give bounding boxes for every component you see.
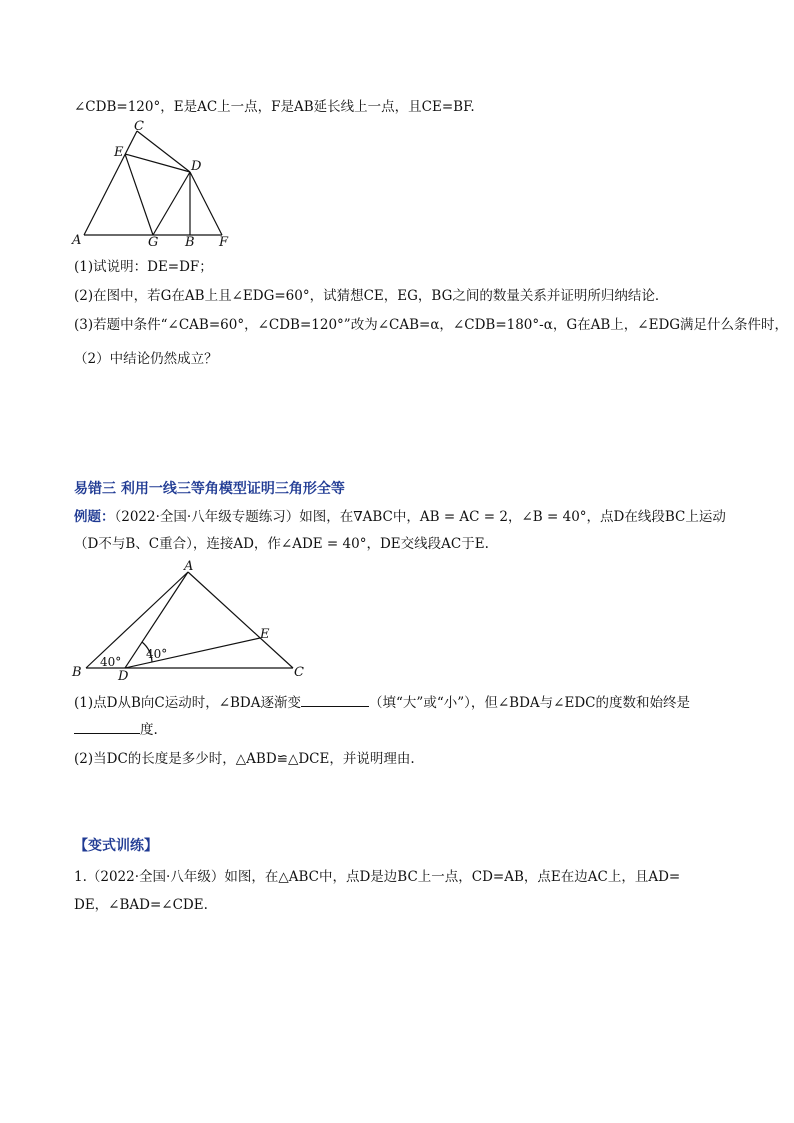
label-c: C — [294, 665, 304, 680]
q1-part-b: （填“大”或“小”），但∠BDA与∠EDC的度数和始终是 — [369, 695, 690, 711]
problem1-question-3-line2: （2）中结论仍然成立？ — [74, 351, 218, 367]
answer-blank-1[interactable] — [301, 694, 369, 707]
segment-eg — [125, 154, 153, 235]
label-a: A — [72, 233, 82, 248]
q1-part-c: 度. — [140, 722, 158, 738]
problem1-question-3-line1: (3)若题中条件“∠CAB=60°，∠CDB=120°”改为∠CAB=α，∠CDB=180°-α，G在AB上，∠EDG满足什么条件时， — [74, 317, 789, 333]
segment-ac — [84, 131, 137, 235]
variant-line-1: 1.（2022·全国·八年级）如图，在△ABC中，点D是边BC上一点，CD=AB，点E在边AC上，且AD= — [74, 869, 681, 885]
section3-question-1-line2 — [74, 721, 158, 739]
figure-2-triangle — [68, 560, 318, 680]
problem1-condition-line: ∠CDB=120°，E是AC上一点，F是AB延长线上一点，且CE=BF. — [74, 99, 475, 115]
figure-1-triangle — [70, 120, 270, 250]
angle-b-label: 40° — [100, 655, 122, 669]
label-c: C — [134, 120, 144, 134]
problem1-question-2: (2)在图中，若G在AB上且∠EDG=60°，试猜想CE，EG，BG之间的数量关系并证明所归纳结论． — [74, 288, 669, 304]
variant-line-2: DE，∠BAD=∠CDE. — [74, 897, 208, 913]
example-line-1 — [74, 508, 726, 526]
label-e: E — [114, 145, 124, 160]
segment-cd — [137, 131, 190, 172]
example-text-1: （2022·全国·八年级专题练习）如图，在∇ABC中，AB = AC = 2，∠B = 40°，点D在线段BC上运动 — [114, 509, 726, 525]
section-title: 易错三 利用一线三等角模型证明三角形全等 — [74, 481, 345, 497]
label-d: D — [191, 159, 202, 174]
answer-blank-2[interactable] — [74, 721, 140, 734]
segment-ab — [86, 572, 188, 668]
section3-question-1-line1 — [74, 694, 690, 712]
segment-ac — [188, 572, 293, 668]
q1-part-a: (1)点D从B向C运动时，∠BDA逐渐变 — [74, 695, 302, 711]
problem1-question-1: (1)试说明：DE=DF； — [74, 259, 213, 275]
angle-d-label: 40° — [146, 647, 168, 661]
label-f: F — [219, 235, 229, 250]
label-e: E — [260, 627, 270, 642]
example-line-2: （D不与B、C重合），连接AD，作∠ADE = 40°，DE交线段AC于E. — [74, 536, 489, 552]
segment-ed — [125, 154, 190, 172]
segment-df — [190, 172, 222, 235]
example-label: 例题： — [74, 509, 115, 525]
label-g: G — [148, 235, 159, 250]
label-b: B — [185, 235, 195, 250]
label-d: D — [118, 669, 129, 680]
segment-gd — [153, 172, 190, 235]
label-b: B — [72, 665, 82, 680]
variant-title: 【变式训练】 — [74, 838, 158, 854]
label-a: A — [184, 560, 194, 574]
section3-question-2: (2)当DC的长度是多少时，△ABD≌△DCE，并说明理由. — [74, 751, 415, 767]
